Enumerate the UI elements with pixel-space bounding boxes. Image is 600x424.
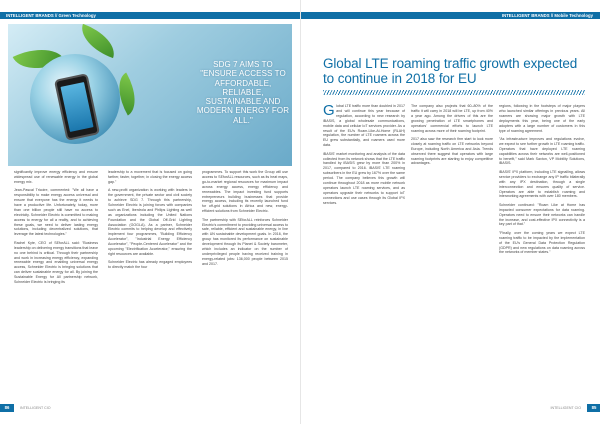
article-column-2 xyxy=(411,104,493,170)
article-column-2 xyxy=(108,170,192,274)
section-header: INTELLIGENT BRANDS // Mobile Technology xyxy=(301,12,600,19)
article-column-3 xyxy=(202,170,288,270)
paragraph: Rachel Kyte, CEO of SEforALL said: "Business leadership on delivering energy transitions that leave no one behind is critical. Through their partnership and work in increasing energy efficiency, expanding renewable energy and enabling universal energy access, Schneider Electric is bringing solutions that can deliver sustainable energy for all. By joining the Sustainable Energy for All partnership network, Schneider Electric is bringing its xyxy=(14,240,98,285)
article-title-block xyxy=(323,56,585,95)
paragraph: programmes. To support this work the Group will use access to SEforALL resources, such as its heat maps, go-to-market regional resources for maximum impact across energy access, energy efficiency and renewables. The impact investing fund supports entrepreneurs building businesses that provide energy access, including its recently launched fund for off-grid solutions in Africa and new, energy-efficient solutions from Schneider Electric. xyxy=(202,170,288,214)
paragraph: significantly improve energy efficiency and ensure widespread use of renewable energy in the global energy mix. xyxy=(14,170,98,184)
paragraph: leadership to a movement that is focused on going farther, faster, together, in closing the energy access gap." xyxy=(108,170,192,184)
footer-text: INTELLIGENT CIO xyxy=(20,406,51,410)
paragraph: iBASIS' IPX platform, including LTE signalling, allows service providers to exchange any IP traffic bilaterally with any IPX destination, through a single interconnection and ensures quality of service. Operators are able to establish roaming and interworking agreements with over 180 members. xyxy=(499,169,585,199)
drop-cap: G xyxy=(323,102,335,119)
paragraph: regions, following in the footsteps of major players who launched similar offerings in previous years. All roamers are showing major growth with LTE deployments this year, being one of the early adopters with a large number of customers in this type of roaming agreement. xyxy=(499,104,585,133)
paragraph: "As infrastructure improves and regulations evolve, we expect to see further growth in LTE roaming traffic. Operators that have deployed LTE roaming capabilities across their networks are well-positioned to benefit," said Mark Saxton, VP Mobility Solutions, iBASIS. xyxy=(499,136,585,166)
paragraph: Schneider Electric has already engaged employees to directly match the four xyxy=(108,260,192,270)
right-page xyxy=(300,0,600,424)
hero-image xyxy=(8,24,292,166)
phone-screen xyxy=(60,82,93,132)
article-column-1 xyxy=(323,104,405,209)
paragraph: Jean-Pascal Tricoire, commented: "We all have a responsibility to make energy access universal and ensure that everyone has the energy it needs to have a productive life. Unfortunately, today, more than one billion people still have no access to electricity. Schneider Electric is committed to making access to energy for all a reality, and to achieving these goals, we need to deliver lasting energy solutions, including decentralized solutions, that leverage the latest technologies." xyxy=(14,188,98,237)
paragraph: Schneider continued: "Roam Like at Home has impacted consumer expectations for data roaming. Operators need to ensure their networks can handle the increase, and cost-effective IPX connectivity is a key part of that." xyxy=(499,202,585,227)
paragraph: "Finally, over the coming years we expect LTE roaming traffic to be impacted by the implementation of the EU's General Data Protection Regulation (GDPR) and new regulations on data roaming across the networks of member states." xyxy=(499,230,585,255)
paragraph: iBASIS' market monitoring and analysis of the data collected from its network shows that the LTE traffic handled by iBASIS grew by more than 200% in 2017, compared to 2016. iBASIS' LTE roaming subscribers in the EU grew by 167% over the same period. The company believes this growth will continue throughout 2018 as more mobile network operators launch LTE roaming services, and as operators upgrade their networks to support IoT connections and use cases through its Global IPX services. xyxy=(323,151,405,205)
article-column-3 xyxy=(499,104,585,259)
paragraph: The partnership with SEforALL reinforces Schneider Electric's commitment to providing universal access to safe, reliable, efficient and sustainable energy, in line with UN sustainable development goals. In 2016, the group has monitored its performance on sustainable development through its Planet & Society barometer, which includes an indicator on the number of underprivileged people having received training in energy-related jobs: 136,000 people between 2015 and 2017. xyxy=(202,217,288,266)
section-header: INTELLIGENT BRANDS // Green Technology xyxy=(0,12,300,19)
paragraph xyxy=(323,104,405,148)
article-title: Global LTE roaming traffic growth expected to continue in 2018 for EU xyxy=(323,56,578,86)
leaf-icon xyxy=(75,24,120,58)
page-number: 86 xyxy=(0,404,14,412)
paragraph: 2017 also saw the research firm start to look more closely at roaming traffic on LTE networks beyond Europe, including North America and Asia. Trends observed there suggest that operators with large roaming footprints are starting to enjoy competitive advantages. xyxy=(411,136,493,166)
paragraph-text: lobal LTE traffic more than doubled in 2017 and will continue this year because of regulation, according to new research by iBASIS, a global wholesale communications, mobile data and cellular IoT services provider. As a result of the EU's Roam-Like-At-Home (RLAH) regulation, the number of LTE roamers across the EU grew substantially, and roamers used more data. xyxy=(323,104,405,148)
page-footer xyxy=(0,404,300,412)
article-column-1 xyxy=(14,170,98,288)
page-footer xyxy=(301,404,600,412)
paragraph: A new-profit organization is working with leaders in the government, the private sector and civil society to achieve SDG 7. Through this partnership, Schneider Electric is joining forces with companies such as Enel, Iberdrola and Philips Lighting as well as organizations including the United Nations Foundation and the Global Off-Grid Lighting Association (GOGLA). As a partner, Schneider Electric commits to helping develop and effectively implement four programmes, "Building Efficiency Accelerator", "Industrial Energy Efficiency Accelerator", "People-Centered Accelerator" and the upcoming "Electrification Accelerator," ensuring the right resources are available. xyxy=(108,188,192,256)
page-number: 85 xyxy=(587,404,600,412)
paragraph: The company also projects that 60–80% of the traffic it will carry in 2018 will be LTE, up from 40% a year ago. Among the drivers of this are the growing penetration of LTE smartphones and operators' commercial efforts to launch LTE roaming across more of their roaming footprint. xyxy=(411,104,493,133)
title-underline-decoration xyxy=(323,90,585,95)
hero-title: SDG 7 AIMS TO "ENSURE ACCESS TO AFFORDABLE, RELIABLE, SUSTAINABLE AND MODERN ENERGY FOR ALL." xyxy=(196,60,290,125)
footer-text: INTELLIGENT CIO xyxy=(550,406,581,410)
